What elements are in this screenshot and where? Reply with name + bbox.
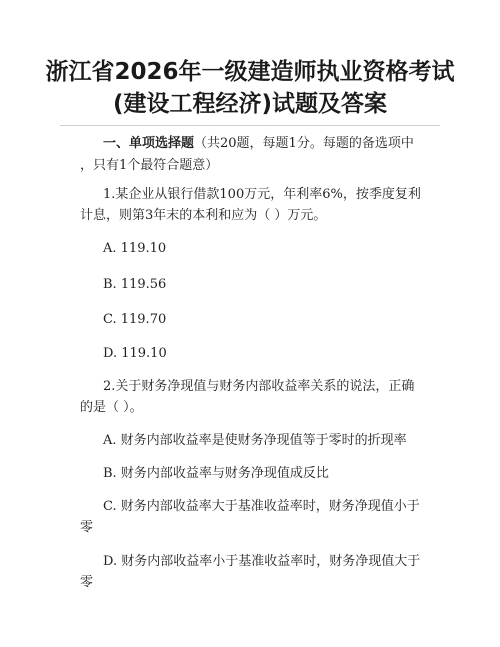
- question-2-option-c: C. 财务内部收益率大于基准收益率时，财务净现值小于: [103, 499, 420, 514]
- question-1-option-b: B. 119.56: [103, 277, 167, 292]
- section-description-line1: （共20题，每题1分。每题的备选项中: [194, 136, 414, 151]
- question-2-stem-line1: 2.关于财务净现值与财务内部收益率关系的说法，正确: [103, 379, 415, 394]
- section-heading: 一、单项选择题: [103, 136, 195, 151]
- question-2-option-c-continuation: 零: [80, 520, 94, 535]
- question-1-option-a: A. 119.10: [103, 241, 167, 256]
- question-1-stem-line2: 计息，则第3年末的本利和应为（ ）万元。: [80, 208, 327, 223]
- section-heading-line: [103, 134, 414, 154]
- title-divider: [60, 125, 440, 126]
- question-2-option-b: B. 财务内部收益率与财务净现值成反比: [103, 466, 329, 481]
- question-2-option-a: A. 财务内部收益率是使财务净现值等于零时的折现率: [103, 433, 407, 448]
- question-1-option-d: D. 119.10: [103, 346, 167, 361]
- document-title-line2: (建设工程经济)试题及答案: [112, 91, 388, 117]
- section-description-line2: ，只有1个最符合题意）: [80, 158, 219, 173]
- question-2-option-d-continuation: 零: [80, 575, 94, 590]
- question-2-stem-line2: 的是（ ）。: [80, 400, 143, 415]
- question-2-option-d: D. 财务内部收益率小于基准收益率时，财务净现值大于: [103, 554, 421, 569]
- document-title-line1: 浙江省2026年一级建造师执业资格考试: [45, 59, 455, 85]
- question-1-stem-line1: 1.某企业从银行借款100万元，年利率6%，按季度复利: [103, 187, 421, 202]
- question-1-option-c: C. 119.70: [103, 312, 167, 327]
